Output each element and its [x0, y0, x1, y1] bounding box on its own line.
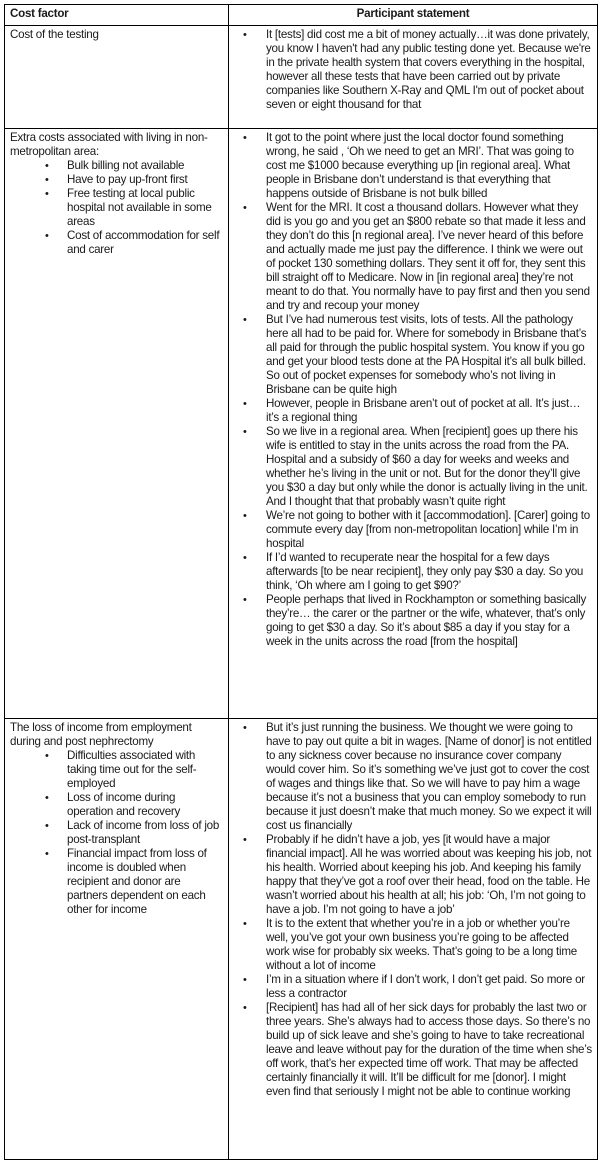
bullet-icon: • [243, 398, 247, 410]
header-cost-factor: Cost factor [5, 5, 229, 26]
statement-list [234, 28, 592, 112]
participant-statement-cell [229, 26, 598, 129]
table-row [5, 129, 598, 719]
cost-factor-point [10, 819, 223, 847]
point-text: Difficulties associated with taking time out for the self-employed [67, 749, 197, 790]
header-participant-statement: Participant statement [229, 5, 598, 26]
bullet-icon: • [243, 918, 247, 930]
bullet-icon: • [45, 820, 49, 832]
statement-item [234, 509, 592, 551]
statement-text: People perhaps that lived in Rockhampton or something basically they’re… the carer or the partner or the wife, whatever, that’s only going to get $30 a day. So it’s about $85 a day if you stay for a week in the units across the road [from the hospital] [266, 593, 587, 648]
statement-item [234, 721, 592, 833]
cost-factor-title: Cost of the testing [10, 28, 99, 41]
bullet-icon: • [243, 132, 247, 144]
statement-text: If I’d wanted to recuperate near the hospital for a few days afterwards [to be near recipient], they only pay $30 a day. So you think, ‘Oh where am I going to get $90?’ [266, 551, 584, 592]
point-text: Lack of income from loss of job post-transplant [67, 819, 220, 846]
bullet-icon: • [243, 202, 247, 214]
bullet-icon: • [243, 29, 247, 41]
statement-item [234, 131, 592, 201]
table-row [5, 719, 598, 1160]
cost-factor-cell [5, 129, 229, 719]
participant-statement-cell [229, 129, 598, 719]
cost-factor-cell [5, 26, 229, 129]
bullet-icon: • [243, 1002, 247, 1014]
statement-item [234, 833, 592, 917]
cost-factor-cell [5, 719, 229, 1160]
statement-text: However, people in Brisbane aren’t out of pocket at all. It’s just… it’s a regional thing [266, 397, 581, 424]
statement-item [234, 28, 592, 112]
statement-item [234, 917, 592, 973]
statement-item [234, 973, 592, 1001]
bullet-icon: • [45, 174, 49, 186]
statement-item [234, 593, 592, 649]
bullet-icon: • [243, 594, 247, 606]
cost-factor-point [10, 173, 223, 187]
statement-list [234, 131, 592, 649]
statement-item [234, 1001, 592, 1099]
statement-list [234, 721, 592, 1099]
statement-text: But it’s just running the business. We thought we were going to have to pay out quite a bit in wages. [Name of donor] is not entitled to any sickness cover because no insurance cover company would cover him. So it’s something we’ve just got to cover the cost of wages and things like that. So we will have to pay him a wage because it’s not a business that you can employ somebody to run because it just doesn’t make that much money. So we expect it will cost us financially [266, 721, 592, 832]
cost-factor-points [10, 749, 223, 917]
point-text: Cost of accommodation for self and carer [67, 229, 220, 256]
cost-factor-point [10, 847, 223, 917]
cost-factor-points [10, 159, 223, 257]
statement-text: But I’ve had numerous test visits, lots of tests. All the pathology here all had to be paid for. Where for somebody in Brisbane that’s all paid for through the public hospital system. You know if you go and get your blood tests done at the PA Hospital it’s all bulk billed. So out of pocket expenses for somebody who’s not living in Brisbane can be quite high [266, 313, 587, 396]
bullet-icon: • [243, 510, 247, 522]
statement-item [234, 551, 592, 593]
cost-factor-title: The loss of income from employment during and post nephrectomy [10, 721, 192, 748]
point-text: Bulk billing not available [67, 159, 185, 172]
bullet-icon: • [45, 750, 49, 762]
bullet-icon: • [243, 314, 247, 326]
statement-text: It is to the extent that whether you’re in a job or whether you’re well, you’ve got your own business you’re going to be affected work wise for probably six weeks. That’s going to be a long time without a lot of income [266, 917, 577, 972]
cost-factor-point [10, 159, 223, 173]
bullet-icon: • [45, 160, 49, 172]
statement-item [234, 313, 592, 397]
bullet-icon: • [243, 722, 247, 734]
bullet-icon: • [243, 834, 247, 846]
cost-factor-point [10, 749, 223, 791]
statement-text: We’re not going to bother with it [accommodation]. [Carer] going to commute every day [from non-metropolitan location] while I’m in hospital [266, 509, 590, 550]
cost-factor-title: Extra costs associated with living in non-metropolitan area: [10, 131, 208, 158]
statement-item [234, 201, 592, 313]
bullet-icon: • [45, 230, 49, 242]
statement-text: Went for the MRI. It cost a thousand dollars. However what they did is you go and you get an $800 rebate so that made it less and they don’t do this [n regional area]. I’ve never heard of this before and actually made me just pay the difference. I think we were out of pocket 130 something dollars. They sent it off for, they sent this bill straight off to Medicare. Now in [in regional area] they’re not meant to do that. You normally have to pay first and then you send and try and recoup your money [266, 201, 590, 312]
bullet-icon: • [243, 426, 247, 438]
point-text: Financial impact from loss of income is doubled when recipient and donor are partners dependent on each other for income [67, 847, 207, 916]
cost-factor-table [4, 4, 598, 1160]
point-text: Have to pay up-front first [67, 173, 188, 186]
cost-factor-point [10, 187, 223, 229]
bullet-icon: • [45, 188, 49, 200]
cost-factor-point [10, 791, 223, 819]
bullet-icon: • [243, 552, 247, 564]
statement-item [234, 425, 592, 509]
point-text: Free testing at local public hospital not available in some areas [67, 187, 212, 228]
statement-item [234, 397, 592, 425]
statement-text: [Recipient] has had all of her sick days for probably the last two or three years. She’s always had to access those days. So there’s no build up of sick leave and she’s going to have to take recreational leave and leave without pay for the duration of the time when she’s off work, that’s her expected time off work. That may be affected certainly financially it will. It’ll be difficult for me [donor]. I might even find that seriously I might not be able to continue working [266, 1001, 592, 1098]
cost-factor-point [10, 229, 223, 257]
statement-text: So we live in a regional area. When [recipient] goes up there his wife is entitled to stay in the units across the road from the PA. Hospital and a subsidy of $60 a day for weeks and weeks and whether he’s living in the unit or not. But for the donor they’ll give you $30 a day but only while the donor is actually living in the unit. And I thought that that probably wasn’t quite right [266, 425, 588, 508]
table-row [5, 26, 598, 129]
statement-text: I’m in a situation where if I don’t work, I don’t get paid. So more or less a contractor [266, 973, 585, 1000]
statement-text: It [tests] did cost me a bit of money actually…it was done privately, you know I haven't had any public testing done yet. Because we're in the private health system that covers everything in the hospital, however all these tests that have been carried out by private companies like Southern X-Ray and QML I'm out of pocket about seven or eight thousand for that [266, 28, 591, 111]
statement-text: It got to the point where just the local doctor found something wrong, he said , ‘Oh we need to get an MRI’. That was going to cost me $1000 because everything up [in regional area]. What people in Brisbane don’t understand is that everything that happens outside of Brisbane is not bulk billed [266, 131, 574, 200]
point-text: Loss of income during operation and recovery [67, 791, 181, 818]
table-header-row [5, 5, 598, 26]
bullet-icon: • [45, 848, 49, 860]
bullet-icon: • [243, 974, 247, 986]
bullet-icon: • [45, 792, 49, 804]
statement-text: Probably if he didn’t have a job, yes [it would have a major financial impact]. All he was worried about was keeping his job, not his health. Worried about keeping his job. And keeping his family happy that they’ve got a roof over their head, food on the table. He wasn’t worried about his health at all; his job: ‘Oh, I’m not going to have a job. I’m not going to have a job’ [266, 833, 592, 916]
participant-statement-cell [229, 719, 598, 1160]
